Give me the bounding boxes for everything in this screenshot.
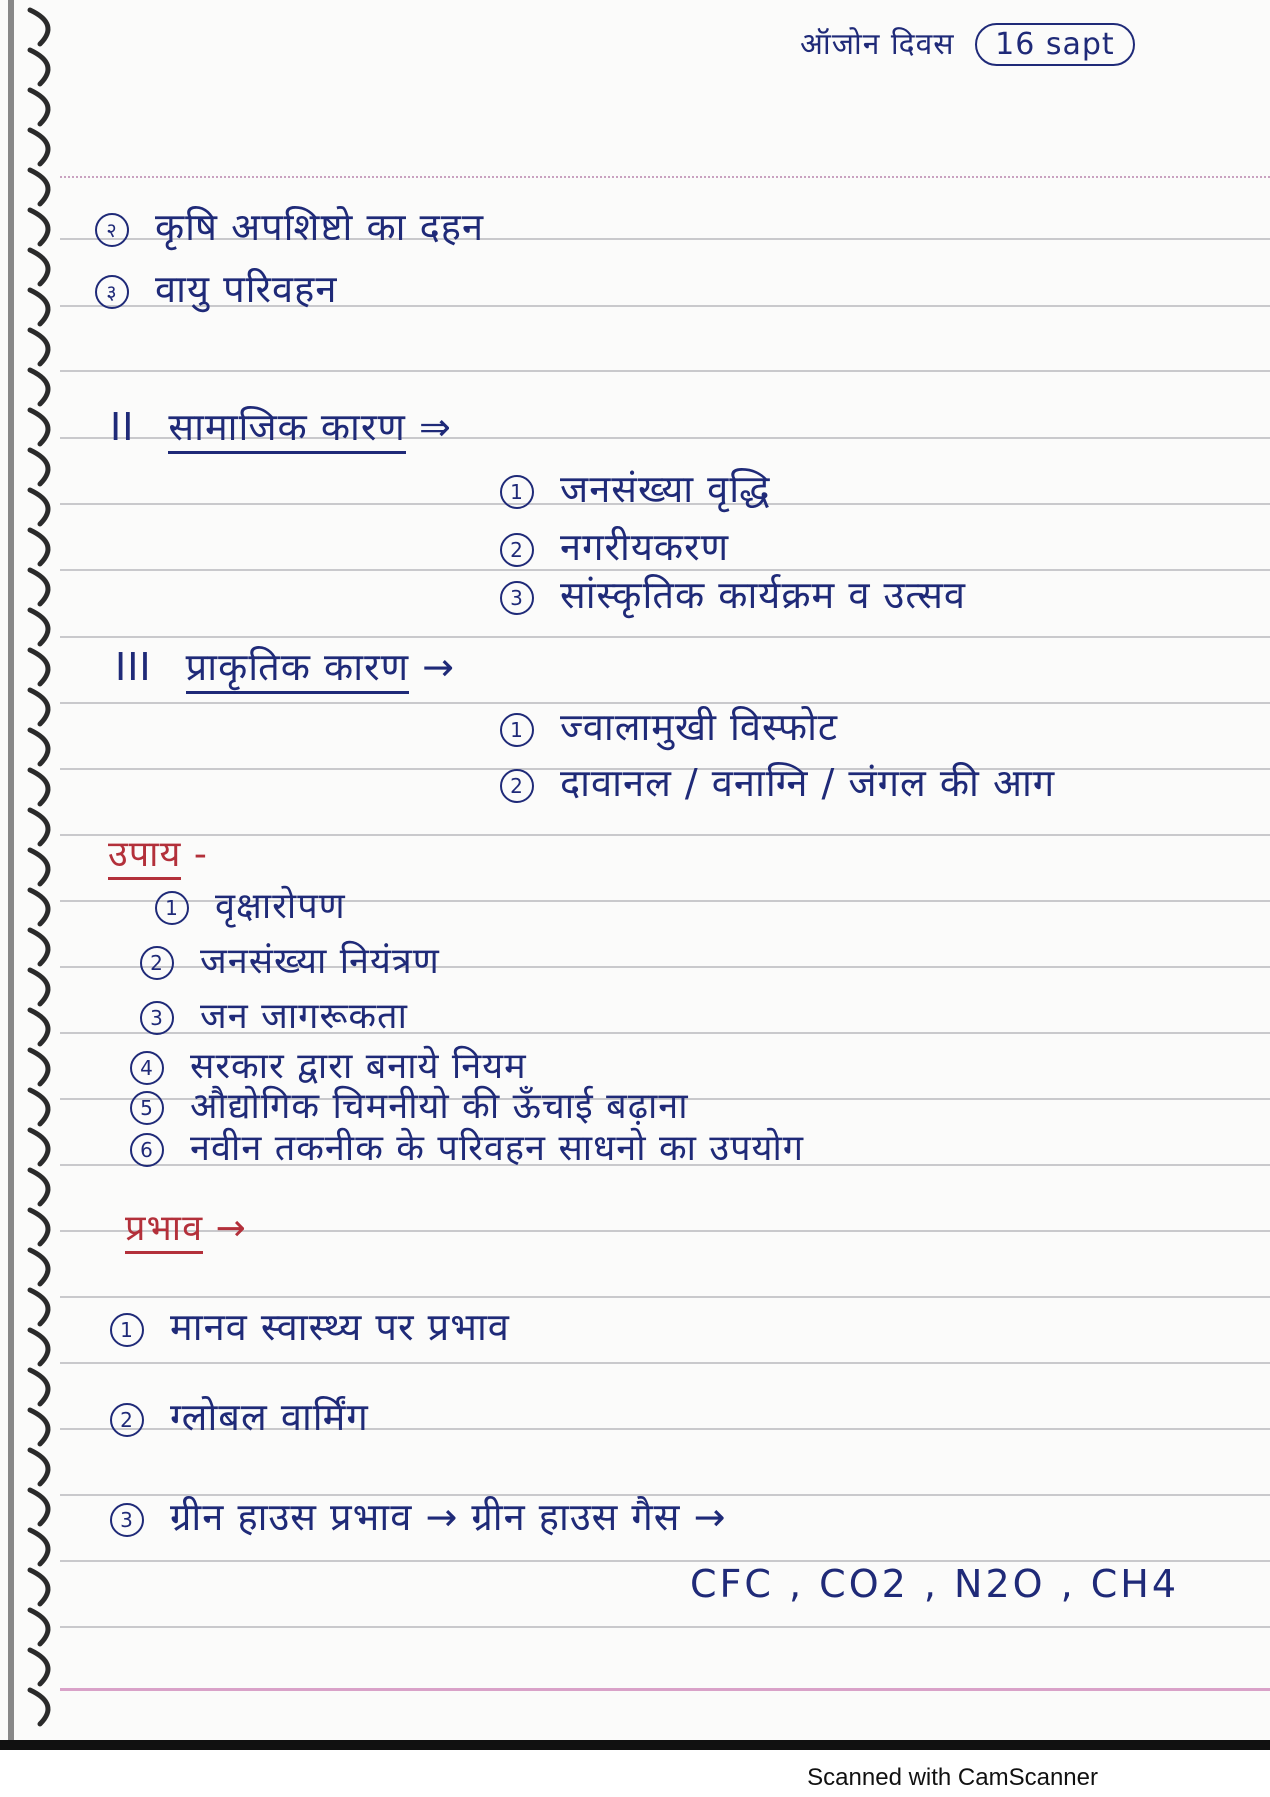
cause-item-2 <box>95 200 484 252</box>
item-text: नगरीयकरण <box>560 525 730 569</box>
cause-item-3 <box>95 262 337 314</box>
section-social-causes: II सामाजिक कारण ⇒ <box>110 400 452 452</box>
cause-item-text: कृषि अपशिष्टो का दहन <box>155 205 485 249</box>
date-badge: 16 sapt <box>975 23 1135 66</box>
item-number: 2 <box>110 1403 144 1437</box>
item-text: सांस्कृतिक कार्यक्रम व उत्सव <box>560 573 967 617</box>
item-text: ग्रीन हाउस प्रभाव → ग्रीन हाउस गैस → <box>170 1495 727 1539</box>
greenhouse-gases: CFC , CO2 , N2O , CH4 <box>690 1562 1180 1606</box>
social-cause-3 <box>500 568 966 620</box>
item-number: 1 <box>110 1313 144 1347</box>
cause-item-text: वायु परिवहन <box>155 267 338 311</box>
roman-numeral: III <box>115 645 152 689</box>
item-number: 3 <box>140 1001 174 1035</box>
remedy-item-6 <box>130 1122 804 1171</box>
section-natural-causes: III प्राकृतिक कारण → <box>115 640 455 692</box>
effect-item-2 <box>110 1390 369 1442</box>
item-text: दावानल / वनाग्नि / जंगल की आग <box>560 761 1056 805</box>
item-number: 1 <box>500 475 534 509</box>
natural-cause-2 <box>500 756 1055 808</box>
scan-footer <box>0 1750 1270 1797</box>
item-text: जनसंख्या वृद्धि <box>560 467 771 511</box>
social-cause-2 <box>500 520 729 572</box>
item-number: 2 <box>500 769 534 803</box>
camscanner-watermark: Scanned with CamScanner <box>807 1764 1098 1791</box>
item-number: 6 <box>130 1133 164 1167</box>
item-number: 1 <box>155 891 189 925</box>
remedies-heading-text: उपाय <box>108 834 181 880</box>
item-text: जन जागरूकता <box>200 996 408 1037</box>
item-text: औद्योगिक चिमनीयो की ऊँचाई बढ़ाना <box>190 1086 689 1127</box>
item-number: 3 <box>500 581 534 615</box>
item-number: 2 <box>500 533 534 567</box>
remedies-heading: उपाय - <box>108 828 208 877</box>
effect-item-1 <box>110 1300 510 1352</box>
item-text: सरकार द्वारा बनाये नियम <box>190 1046 527 1087</box>
item-number: 2 <box>140 946 174 980</box>
social-cause-1 <box>500 462 771 514</box>
remedy-item-3 <box>140 990 408 1039</box>
effects-heading-text: प्रभाव <box>125 1208 203 1254</box>
item-number: 4 <box>130 1051 164 1085</box>
item-text: ज्वालामुखी विस्फोट <box>560 705 839 749</box>
section-title: प्राकृतिक कारण <box>186 645 409 694</box>
item-number: २ <box>95 213 129 247</box>
effect-item-3 <box>110 1490 726 1542</box>
section-title: सामाजिक कारण <box>168 405 405 454</box>
item-text: ग्लोबल वार्मिंग <box>170 1395 369 1439</box>
item-number: 1 <box>500 713 534 747</box>
natural-cause-1 <box>500 700 838 752</box>
page-header <box>800 22 1135 66</box>
item-text: जनसंख्या नियंत्रण <box>200 941 440 982</box>
remedy-item-1 <box>155 880 346 929</box>
item-text: मानव स्वास्थ्य पर प्रभाव <box>170 1305 510 1349</box>
item-text: नवीन तकनीक के परिवहन साधनो का उपयोग <box>190 1128 805 1169</box>
effects-heading: प्रभाव → <box>125 1202 247 1251</box>
item-number: 5 <box>130 1091 164 1125</box>
item-number: ३ <box>95 275 129 309</box>
item-number: 3 <box>110 1503 144 1537</box>
roman-numeral: II <box>110 405 135 449</box>
remedy-item-2 <box>140 935 440 984</box>
item-text: वृक्षारोपण <box>215 886 346 927</box>
page-title: ऑजोन दिवस <box>800 27 955 62</box>
